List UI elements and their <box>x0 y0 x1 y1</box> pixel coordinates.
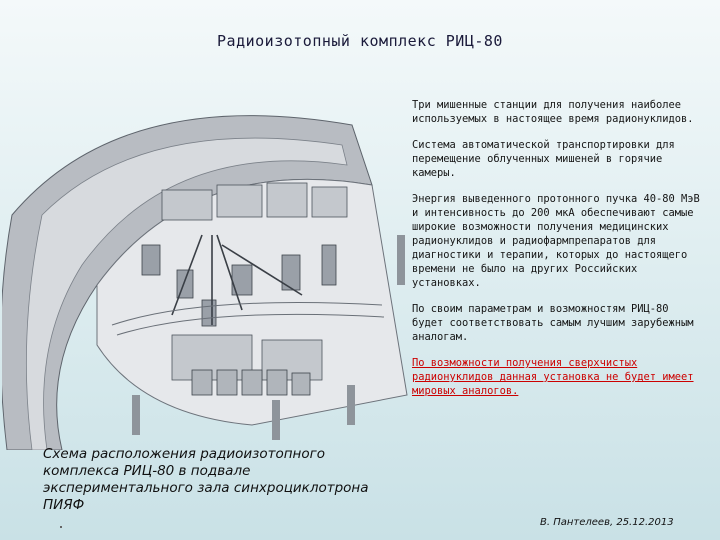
note-comparison: По своим параметрам и возможностям РИЦ-80 будет соответствовать самым лучшим зарубежным аналогам. <box>412 303 694 343</box>
note-target-stations: Три мишенные станции для получения наиболее используемых в настоящее время радионуклидов. <box>412 99 694 125</box>
note-unique-highlight: По возможности получения сверхчистых радионуклидов данная установка не будет имеет мировых аналогов. <box>412 357 694 397</box>
hot-cell-block <box>192 370 310 395</box>
note-beam-parameters: Энергия выведенного протонного пучка 40-80 МэВ и интенсивность до 200 мкА обеспечивают самые широкие возможности получения медицинских радионуклидов и радиофармпрепаратов для диагностики и терапии, которых до настоящего времени не было на других Российских установках. <box>412 193 700 289</box>
note-transport-system: Система автоматической транспортировки для перемещение облученных мишеней в горячие камеры. <box>412 139 675 179</box>
drawing-caption: Схема расположения радиоизотопного комплекса РИЦ-80 в подвале экспериментального зала синхроциклотрона ПИЯФ <box>43 446 369 513</box>
marker-dot <box>60 526 62 528</box>
complex-layout-drawing <box>2 95 412 450</box>
page-title: Радиоизотопный комплекс РИЦ-80 <box>217 32 503 50</box>
description-notes <box>412 98 702 410</box>
author-date: В. Пантелеев, 25.12.2013 <box>540 517 674 528</box>
